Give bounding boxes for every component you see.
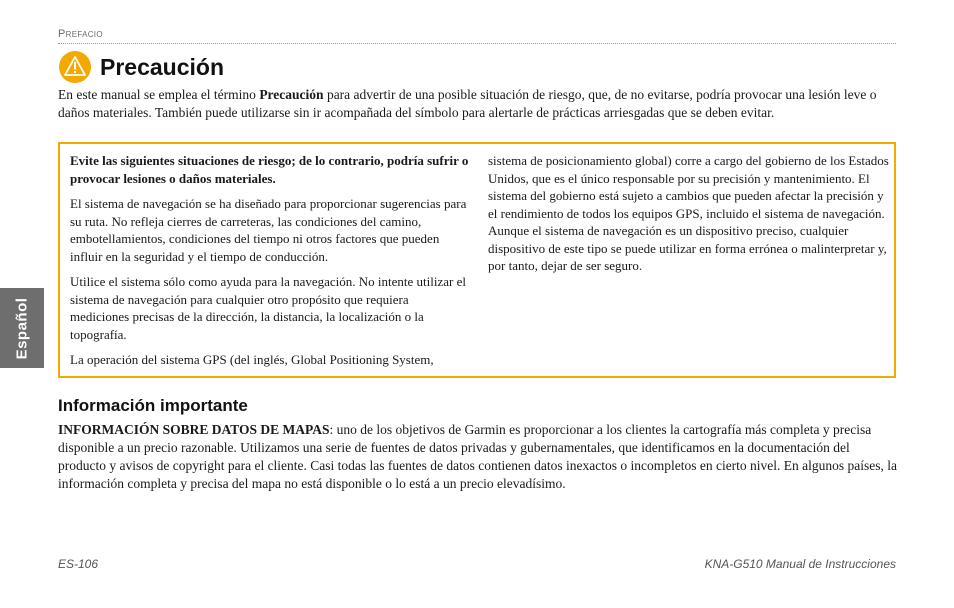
- caution-intro: [58, 86, 898, 122]
- caution-column-right: [488, 152, 890, 283]
- caution-paragraph: sistema de posicionamiento global) corre a cargo del gobierno de los Estados Unidos, que es el único responsable por su precisión y mantenimiento. El sistema del gobierno está sujeto a cambios que pueden afectar la precisión y el rendimiento de todos los equipos GPS, incluido el sistema de navegación. Aunque el sistema de navegación es un dispositivo preciso, cualquier dispositivo de este tipo se puede utilizar en forma errónea o malinterpretar y, por tanto, dejar de ser seguro.: [488, 153, 889, 273]
- caution-paragraph: La operación del sistema GPS (del inglés, Global Positioning System,: [70, 352, 434, 367]
- caution-title-row: [58, 50, 224, 84]
- important-title: Información importante: [58, 396, 248, 415]
- important-text: : uno de los objetivos de Garmin es proporcionar a los clientes la cartografía más completa y precisa disponible a un precio razonable. Utilizamos una serie de fuentes de datos privadas y gubernamentales, que identificamos en la documentación del producto y avisos de copyright para el cliente. Casi todas las fuentes de datos contienen datos inexactos o incompletos en cierto nivel. En algunos países, la información completa y precisa del mapa no está disponible o lo está a un precio elevadísimo.: [58, 422, 898, 491]
- important-label: INFORMACIÓN SOBRE DATOS DE MAPAS: [58, 422, 330, 437]
- intro-text-start: En este manual se emplea el término: [58, 87, 260, 102]
- caution-paragraph: El sistema de navegación se ha diseñado para proporcionar sugerencias para su ruta. No refleja cierres de carreteras, las condiciones del camino, embotellamientos, condiciones del tiempo ni otros factores que pueden influir en la seguridad y el tiempo de conducción.: [70, 196, 467, 264]
- caution-box: [58, 142, 896, 378]
- warning-icon: [58, 50, 92, 84]
- caution-paragraph: Utilice el sistema sólo como ayuda para la navegación. No intente utilizar el sistema de navegación para cualquier otro propósito que requiera mediciones precisas de la dirección, la distancia, la localización o la topografía.: [70, 274, 466, 342]
- page-number: ES-106: [58, 557, 99, 571]
- running-head: Prefacio: [58, 28, 103, 40]
- intro-text-end: para advertir de una posible situación de riesgo, que, de no evitarse, podría provocar una lesión leve o daños materiales. También puede utilizarse sin ir acompañada del símbolo para alertarle de prácticas arriesgadas que se deben evitar.: [58, 87, 877, 120]
- important-body: [58, 421, 898, 493]
- manual-title: KNA-G510 Manual de Instrucciones: [704, 557, 896, 571]
- language-tab-label: Español: [13, 297, 31, 359]
- language-tab: [0, 288, 44, 368]
- caution-column-left: [70, 152, 470, 377]
- header-rule: [58, 43, 896, 44]
- caution-lead: Evite las siguientes situaciones de riesgo; de lo contrario, podría sufrir o provocar lesiones o daños materiales.: [70, 153, 469, 186]
- caution-title: Precaución: [100, 53, 224, 80]
- intro-bold-term: Precaución: [259, 87, 324, 102]
